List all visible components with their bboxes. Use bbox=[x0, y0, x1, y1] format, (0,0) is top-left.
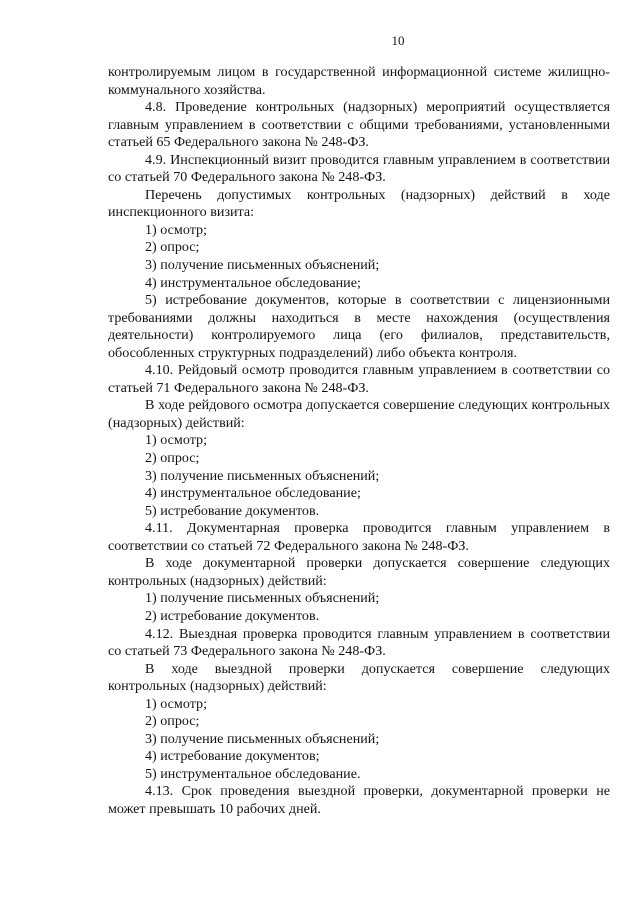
paragraph: 4.9. Инспекционный визит проводится главным управлением в соответствии со статьей 70 Федерального закона № 248-ФЗ. bbox=[108, 151, 610, 186]
paragraph: В ходе рейдового осмотра допускается совершение следующих контрольных (надзорных) действий: bbox=[108, 397, 610, 431]
paragraph: В ходе выездной проверки допускается совершение следующих контрольных (надзорных) действий: bbox=[108, 660, 610, 695]
list-item: 2) опрос; bbox=[145, 450, 200, 467]
document-body bbox=[108, 64, 610, 819]
list-item: 3) получение письменных объяснений; bbox=[145, 730, 380, 747]
list-item: 2) опрос; bbox=[145, 239, 200, 256]
list-item: 1) получение письменных объяснений; bbox=[145, 590, 380, 607]
paragraph: 5) истребование документов, которые в соответствии с лицензионными требованиями должны находиться в месте нахождения (осуществления деятельности) контролируемого лица (его филиалов, представительств, обособленных структурных подразделений) либо объекта контроля. bbox=[108, 292, 610, 361]
list-item: 3) получение письменных объяснений; bbox=[145, 257, 380, 274]
paragraph: контролируемым лицом в государственной информационной системе жилищно-коммунального хозяйства. bbox=[108, 64, 610, 98]
paragraph: Перечень допустимых контрольных (надзорных) действий в ходе инспекционного визита: bbox=[108, 186, 610, 221]
paragraph: 4.13. Срок проведения выездной проверки, документарной проверки не может превышать 10 рабочих дней. bbox=[108, 783, 610, 817]
list-item: 2) опрос; bbox=[145, 713, 200, 730]
list-item: 4) инструментальное обследование; bbox=[145, 274, 361, 291]
page-number: 10 bbox=[391, 33, 405, 48]
list-item: 3) получение письменных объяснений; bbox=[145, 467, 380, 484]
list-item: 4) истребование документов; bbox=[145, 748, 320, 765]
paragraph: 4.11. Документарная проверка проводится главным управлением в соответствии со статьей 72 Федерального закона № 248-ФЗ. bbox=[108, 520, 610, 554]
list-item: 1) осмотр; bbox=[145, 221, 207, 238]
list-item: 2) истребование документов. bbox=[145, 607, 320, 624]
paragraph: 4.8. Проведение контрольных (надзорных) мероприятий осуществляется главным управлением в соответствии с общими требованиями, установленными статьей 65 Федерального закона № 248-ФЗ. bbox=[108, 99, 610, 151]
paragraph: 4.10. Рейдовый осмотр проводится главным управлением в соответствии со статьей 71 Федерального закона № 248-ФЗ. bbox=[108, 362, 610, 396]
list-item: 1) осмотр; bbox=[145, 432, 207, 449]
list-item: 5) истребование документов. bbox=[145, 502, 320, 519]
list-item: 5) инструментальное обследование. bbox=[145, 765, 361, 782]
list-item: 1) осмотр; bbox=[145, 695, 207, 712]
list-item: 4) инструментальное обследование; bbox=[145, 485, 361, 502]
paragraph: В ходе документарной проверки допускается совершение следующих контрольных (надзорных) действий: bbox=[108, 555, 610, 589]
paragraph: 4.12. Выездная проверка проводится главным управлением в соответствии со статьей 73 Федерального закона № 248-ФЗ. bbox=[108, 625, 610, 660]
